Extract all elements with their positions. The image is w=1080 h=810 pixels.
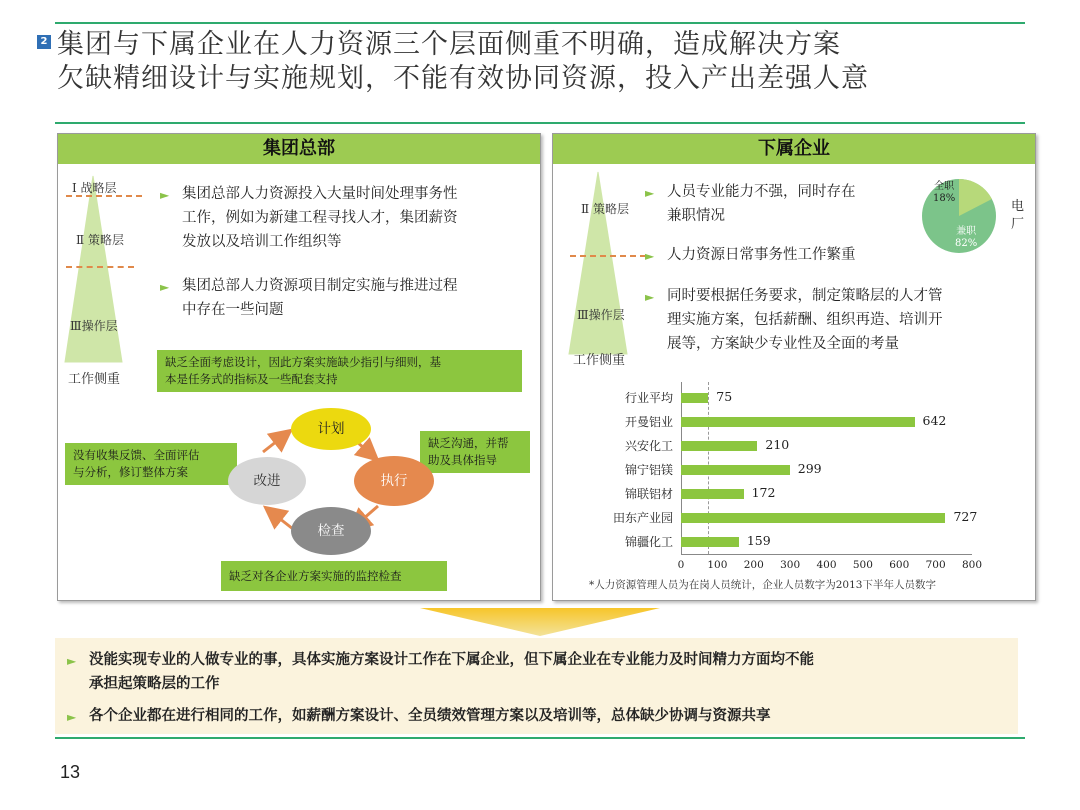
chart-category-label: 行业平均 [624,391,673,405]
subsidiary-panel [552,133,1036,601]
chart-category-label: 锦联铝材 [624,487,673,501]
footer-rule [55,737,1025,739]
chart-x-tick-label: 500 [852,559,873,571]
chart-category-label: 开曼铝业 [624,415,673,429]
pie-label-parttime: 兼职 82% [955,226,978,249]
bullet-arrow-icon: ► [160,280,170,294]
hq-bullet-2: ► 集团总部人力资源项目制定实施与推进过程 中存在一些问题 [160,274,552,322]
pdca-check: 检查 [291,507,371,555]
chart-value-label: 159 [746,533,771,548]
chart-value-label: 210 [765,437,790,452]
sub-layer-tactical: Ⅱ 策略层 [581,202,629,216]
bullet-arrow-icon: ► [645,186,655,200]
chart-x-axis [681,554,972,555]
sub-bullet-3: ► 同时要根据任务要求，制定策略层的人才管 理实施方案，包括薪酬、组织再造、培训开 展等，方案缺少专业性及全面的考量 [645,284,1047,356]
pdca-improve: 改进 [228,457,306,505]
chart-bar [681,513,945,523]
hq-note-design: 缺乏全面考虑设计，因此方案实施缺少指引与细则，基 本是任务式的指标及一些配套支持 [157,350,522,392]
chart-x-tick-label: 100 [707,559,728,571]
sub-layer-operational: Ⅲ操作层 [577,308,625,322]
title-top-rule [55,22,1025,24]
chart-x-tick-label: 300 [780,559,801,571]
bullet-arrow-icon: ► [160,188,170,202]
chart-x-tick-label: 700 [925,559,946,571]
hq-layer-operational: Ⅲ操作层 [70,319,118,333]
hq-layer-tactical: Ⅱ 策略层 [76,233,124,247]
conclusion-box [55,638,1018,734]
chart-bar [681,441,757,451]
chart-value-label: 299 [797,461,822,476]
chart-bar [681,393,708,403]
chart-bar [681,465,790,475]
slide-title-line-2: 欠缺精细设计与实施规划，不能有效协同资源，投入产出差强人意 [57,63,869,94]
hq-bullet-1: ► 集团总部人力资源投入大量时间处理事务性 工作，例如为新建工程寻找人才，集团薪资 发放以及培训工作组织等 [160,182,552,254]
chart-value-label: 727 [953,509,978,524]
chart-x-tick-label: 800 [961,559,983,571]
page-number: 13 [60,762,81,782]
group-hq-panel [57,133,541,601]
slide-title [57,28,1037,96]
chart-x-tick-label: 0 [677,559,685,571]
hq-layer-strategic: Ⅰ 战略层 [72,181,117,195]
title-bottom-rule [55,122,1025,124]
conclusion-item-2: ► 各个企业都在进行相同的工作，如薪酬方案设计、全员绩效管理方案以及培训等，总体缺少协调与资源共享 [67,704,1029,728]
group-hq-header: 集团总部 [58,134,540,164]
chart-x-tick-label: 400 [816,559,837,571]
hq-work-focus: 工作侧重 [68,372,121,387]
bullet-arrow-icon: ► [67,710,77,724]
pie-label-fulltime: 全职 18% [933,181,956,204]
hq-note-communication: 缺乏沟通，并帮 助及具体指导 [420,431,530,473]
sub-bullet-1: ► 人员专业能力不强，同时存在 兼职情况 [645,180,937,228]
pdca-execute: 执行 [354,456,434,506]
sub-work-focus: 工作侧重 [573,353,626,368]
chart-x-tick-label: 600 [889,559,910,571]
sub-bullet-2: ► 人力资源日常事务性工作繁重 [645,243,1027,267]
bullet-arrow-icon: ► [645,290,655,304]
chart-bar [681,417,915,427]
hq-note-feedback: 没有收集反馈、全面评估 与分析，修订整体方案 [65,443,237,485]
hr-staff-bar-chart [553,134,1035,600]
pdca-plan: 计划 [291,408,371,450]
section-badge: 2 [37,35,51,49]
chart-bar [681,537,739,547]
pie-side-label: 电 厂 [1011,199,1025,232]
chart-category-label: 田东产业园 [612,511,673,525]
chart-value-label: 172 [751,485,776,500]
chart-category-label: 锦宁铝镁 [624,463,673,477]
chart-category-label: 兴安化工 [624,439,673,453]
conclusion-item-1: ► 没能实现专业的人做专业的事，具体实施方案设计工作在下属企业，但下属企业在专业能力及时间精力方面均不能 承担起策略层的工作 [67,651,814,692]
chart-footnote: *人力资源管理人员为在岗人员统计，企业人员数字为2013下半年人员数字 [589,579,936,591]
subsidiary-header: 下属企业 [553,134,1035,164]
conclusion-arrow-icon [420,606,660,638]
chart-category-label: 锦疆化工 [624,535,673,549]
bullet-arrow-icon: ► [645,249,655,263]
chart-bar [681,489,744,499]
slide-title-line-1: 集团与下属企业在人力资源三个层面侧重不明确，造成解决方案 [57,29,841,60]
chart-x-tick-label: 200 [743,559,764,571]
chart-value-label: 642 [922,413,947,428]
bullet-arrow-icon: ► [67,654,77,668]
hq-note-monitoring: 缺乏对各企业方案实施的监控检查 [221,561,447,591]
chart-value-label: 75 [716,389,733,404]
